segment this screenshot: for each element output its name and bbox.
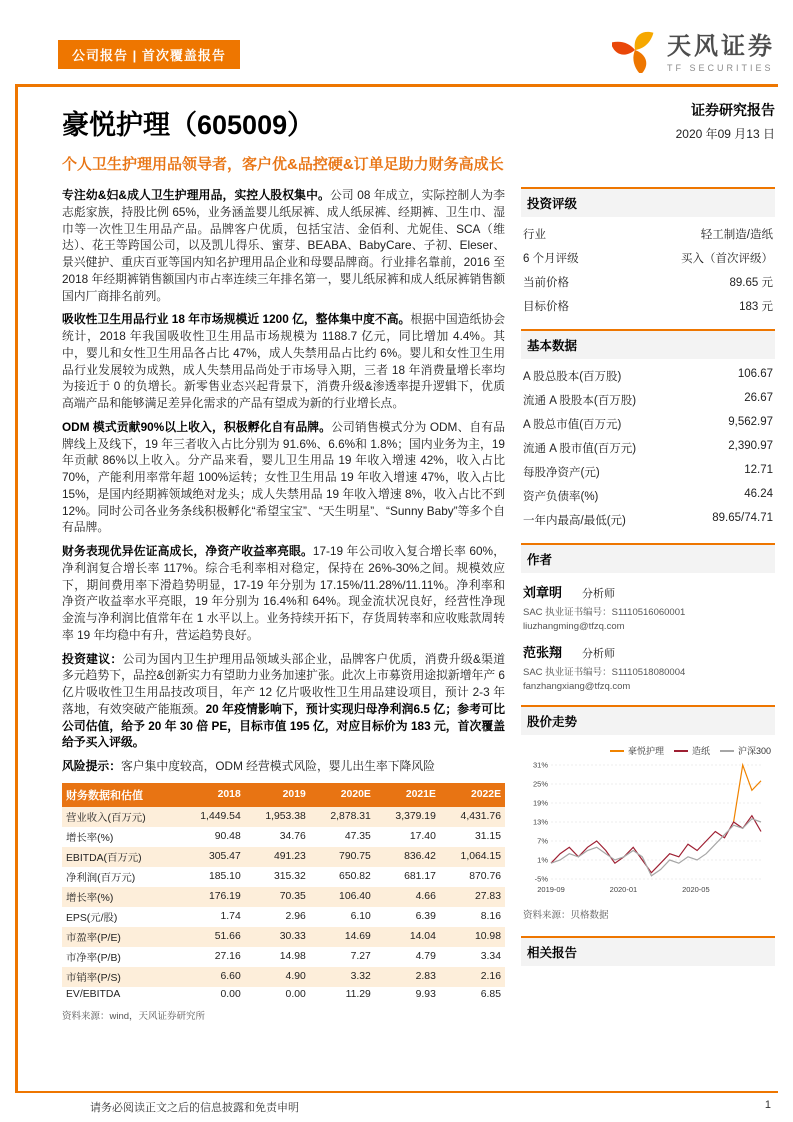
info-row (523, 416, 773, 432)
report-type-badge: 公司报告 | 首次覆盖报告 (58, 40, 240, 69)
legend-label: 造纸 (691, 746, 710, 756)
table-cell: 90.48 (214, 831, 241, 843)
section-authors (521, 543, 775, 692)
table-row-label: 市净率(P/B) (66, 953, 121, 965)
brand-text (667, 26, 775, 73)
table-cell: 1.74 (220, 911, 241, 923)
svg-text:2019-09: 2019-09 (537, 885, 565, 894)
section-header-related-reports: 相关报告 (521, 936, 775, 966)
title-section (0, 84, 793, 142)
author-name: 范张翔 (523, 645, 563, 660)
table-cell: 106.40 (310, 887, 375, 907)
info-label: 一年内最高/最低(元) (523, 515, 626, 527)
section-header-investment-rating: 投资评级 (521, 187, 775, 217)
table-column-header: 2019 (245, 783, 310, 807)
info-row (523, 274, 773, 290)
info-label: 目标价格 (523, 301, 569, 313)
section-basic-data (521, 329, 775, 528)
info-value: 12.71 (744, 464, 773, 476)
table-row-label: EBITDA(百万元) (62, 847, 180, 867)
author-email: liuzhangming@tfzq.com (523, 621, 625, 632)
svg-text:19%: 19% (532, 798, 548, 808)
svg-text:1%: 1% (537, 855, 548, 865)
table-cell: 34.76 (279, 831, 306, 843)
info-value: 106.67 (737, 368, 773, 380)
table-cell: 0.00 (285, 989, 306, 1001)
report-paragraphs (62, 187, 505, 775)
paragraph: ODM 模式贡献90%以上收入，积极孵化自有品牌。公司销售模式分为 ODM、自有品牌线上及线下，19 年三者收入占比分别为 91.6%、6.6%和 1.8%；国内业务为主，19 年贡献 86%以上收入。分产品来看，婴儿卫生用品 19 年收入增速 42%，收入占比 70%，产能利用率常年超 100%运转；女性卫生用品 19 年收入增速 47%，收入占比 15%，是国内经期裤领域绝对龙头；成人失禁用品 19 年收入增速 8%，收入占比不到 12%。同时公司各业务条线积极孵化“希望宝宝”、“天生明星”、“Sunny Baby”等多个自有品牌。 (62, 419, 505, 535)
financial-table-head-row (62, 783, 505, 807)
table-cell: 51.66 (180, 927, 245, 947)
table-cell: 14.98 (279, 951, 306, 963)
table-row (62, 947, 505, 967)
paragraph: 风险提示：客户集中度较高，ODM 经营模式风险，婴儿出生率下降风险 (62, 759, 435, 773)
table-row (62, 827, 505, 847)
report-label: 证券研究报告 (691, 102, 775, 118)
header-divider (15, 84, 778, 87)
table-row-label: 净利润(百万元) (66, 873, 136, 885)
info-label: A 股总市值(百万元) (523, 419, 622, 431)
info-row (523, 298, 773, 314)
paragraph: 财务表现优异佐证高成长，净资产收益率亮眼。17-19 年公司收入复合增长率 60%，净利润复合增长率 117%。综合毛利率相对稳定，保持在 26%-30%之间。规模效应下，期间费用率下滑趋势明显，17-19 年分别为 17.15%/11.28%/11.11%。净利率和净资产收益率水平亮眼，19 年分别为 16.4%和 64%。现金流状况良好，经营性净现金流与净利润比值常年在 1 水平以上。业务持续开拓下，存货周转率和应收账款周转率 19 年均稳中有升，营运趋势良好。 (62, 544, 505, 642)
section-header-authors: 作者 (521, 543, 775, 573)
main-content (0, 174, 793, 1022)
author-header-line (523, 582, 773, 601)
table-row-label: EPS(元/股) (66, 913, 118, 925)
table-title: 财务数据和估值 (62, 783, 180, 807)
info-value: 26.67 (744, 392, 773, 404)
table-cell: 10.98 (440, 927, 505, 947)
report-subtitle: 个人卫生护理用品领导者，客户优&品控硬&订单足助力财务高成长 (62, 156, 504, 173)
table-row (62, 847, 505, 867)
table-cell: 185.10 (208, 871, 241, 883)
info-row (523, 488, 773, 504)
table-cell: 27.16 (214, 951, 241, 963)
info-row (523, 226, 773, 242)
table-cell: 176.19 (180, 887, 245, 907)
legend-label: 豪悦护理 (627, 746, 664, 756)
info-value: 2,390.97 (728, 440, 773, 452)
table-column-header: 2021E (375, 783, 440, 807)
legend-swatch (720, 750, 734, 752)
info-value: 89.65 元 (729, 277, 773, 289)
svg-text:25%: 25% (532, 779, 548, 789)
brand-flower-icon (612, 27, 658, 73)
page-number: 1 (764, 1099, 771, 1111)
svg-text:31%: 31% (532, 760, 548, 770)
legend-item (674, 744, 710, 757)
svg-text:7%: 7% (537, 836, 548, 846)
table-cell: 305.47 (180, 847, 245, 867)
rating-list (521, 226, 775, 314)
report-body-column (62, 187, 505, 1022)
table-cell: 1,064.15 (440, 847, 505, 867)
info-label: A 股总股本(百万股) (523, 371, 622, 383)
table-row (62, 867, 505, 887)
table-cell: 491.23 (245, 847, 310, 867)
author-email: fanzhangxiang@tfzq.com (523, 681, 631, 692)
table-cell: 790.75 (310, 847, 375, 867)
table-row (62, 987, 505, 1003)
table-cell: 14.04 (375, 927, 440, 947)
table-cell: 47.35 (344, 831, 371, 843)
info-label: 资产负债率(%) (523, 491, 599, 503)
table-cell: 31.15 (474, 831, 501, 843)
info-row (523, 368, 773, 384)
table-cell: 3.32 (310, 967, 375, 987)
left-border-line (15, 84, 18, 1093)
info-value: 买入（首次评级） (681, 253, 773, 265)
section-related-reports (521, 936, 775, 966)
table-row-label: EV/EBITDA (66, 989, 121, 1001)
table-column-header: 2020E (310, 783, 375, 807)
table-cell: 1,449.54 (180, 807, 245, 827)
info-value: 46.24 (744, 488, 773, 500)
legend-swatch (610, 750, 624, 752)
info-label: 当前价格 (523, 277, 569, 289)
table-cell: 870.76 (469, 871, 501, 883)
info-row (523, 440, 773, 456)
info-label: 6 个月评级 (523, 253, 579, 265)
table-cell: 9.93 (415, 989, 436, 1001)
info-label: 流通 A 股市值(百万元) (523, 443, 637, 455)
table-cell: 2,878.31 (310, 807, 375, 827)
chart-legend (521, 744, 771, 757)
legend-label: 沪深300 (737, 746, 771, 756)
financial-table-body (62, 807, 505, 1003)
section-investment-rating (521, 187, 775, 314)
table-cell: 70.35 (245, 887, 310, 907)
table-cell: 4.79 (415, 951, 436, 963)
legend-item (610, 744, 664, 757)
author-cert: SAC 执业证书编号：S1110516060001 (523, 607, 686, 618)
table-cell: 7.27 (350, 951, 371, 963)
table-row-label: 市盈率(P/E) (62, 927, 180, 947)
table-cell: 1,953.38 (245, 807, 310, 827)
table-cell: 27.83 (440, 887, 505, 907)
table-row (62, 907, 505, 927)
financial-table (62, 783, 505, 1003)
table-cell: 11.29 (345, 989, 371, 1001)
svg-text:13%: 13% (532, 817, 548, 827)
report-meta (676, 100, 775, 142)
section-price-chart (521, 705, 775, 921)
author-role: 分析师 (582, 648, 616, 660)
section-header-basic-data: 基本数据 (521, 329, 775, 359)
table-cell: 6.10 (350, 911, 371, 923)
section-header-price-chart: 股价走势 (521, 705, 775, 735)
table-cell: 4.90 (245, 967, 310, 987)
price-chart-svg (521, 759, 769, 897)
basic-list (521, 368, 775, 528)
table-cell: 3,379.19 (375, 807, 440, 827)
svg-text:2020-01: 2020-01 (609, 885, 638, 894)
table-row (62, 927, 505, 947)
table-cell: 6.85 (480, 989, 501, 1001)
legend-item (720, 744, 771, 757)
author-entry (523, 642, 773, 692)
authors-list (521, 582, 775, 692)
chart-source: 资料来源：贝格数据 (523, 910, 609, 921)
footer-disclaimer: 请务必阅读正文之后的信息披露和免责申明 (90, 1102, 299, 1114)
table-cell: 0.00 (220, 989, 241, 1001)
info-value: 轻工制造/造纸 (700, 229, 773, 241)
info-label: 流通 A 股股本(百万股) (523, 395, 637, 407)
table-row (62, 967, 505, 987)
table-cell: 30.33 (245, 927, 310, 947)
brand-name: 天风证券 (667, 33, 775, 60)
author-cert: SAC 执业证书编号：S1110518080004 (523, 667, 686, 678)
info-value: 183 元 (739, 301, 773, 313)
table-cell: 650.82 (339, 871, 371, 883)
tf-securities-logo (612, 26, 775, 73)
info-label: 每股净资产(元) (523, 467, 600, 479)
paragraph: 专注幼&妇&成人卫生护理用品，实控人股权集中。公司 08 年成立，实际控制人为李志彪家族，持股比例 65%，业务涵盖婴儿纸尿裤、成人纸尿裤、经期裤、卫生巾、湿巾等一次性卫生用品产品。品牌客户优质，包括宝洁、金佰利、尤妮佳、SCA（维达）、花王等跨国公司，以及凯儿得乐、蜜芽、BEABA、BabyCare、子初、Eleser、景兴健护、重庆百亚等国内知名护理用品企业和母婴品牌商。行业排名靠前，2016 至 2018 年经期裤销售额国内市占率连续三年排名第一，婴儿纸尿裤和成人纸尿裤销售额国内厂商排名前列。 (62, 188, 505, 303)
table-cell: 6.60 (180, 967, 245, 987)
author-entry (523, 582, 773, 632)
table-cell: 4.66 (375, 887, 440, 907)
table-cell: 836.42 (375, 847, 440, 867)
author-header-line (523, 642, 773, 661)
table-cell: 2.16 (440, 967, 505, 987)
table-cell: 2.96 (285, 911, 306, 923)
table-row-label: 增长率(%) (66, 833, 114, 845)
page-header (0, 0, 793, 84)
table-cell: 315.32 (274, 871, 306, 883)
info-value: 9,562.97 (728, 416, 773, 428)
table-column-header: 2022E (440, 783, 505, 807)
table-cell: 3.34 (480, 951, 501, 963)
info-label: 行业 (523, 229, 546, 241)
report-date: 2020 年09 月13 日 (675, 127, 775, 141)
svg-text:-5%: -5% (534, 874, 548, 884)
table-cell: 14.69 (310, 927, 375, 947)
legend-swatch (674, 750, 688, 752)
table-row-label: 增长率(%) (62, 887, 180, 907)
table-row (62, 807, 505, 827)
table-cell: 17.40 (409, 831, 436, 843)
table-cell: 6.39 (415, 911, 436, 923)
table-column-header: 2018 (180, 783, 245, 807)
table-row-label: 营业收入(百万元) (62, 807, 180, 827)
table-source: 资料来源：wind，天风证券研究所 (62, 1010, 206, 1022)
sidebar (521, 187, 775, 1022)
svg-text:2020-05: 2020-05 (682, 885, 710, 894)
paragraph: 吸收性卫生用品行业 18 年市场规模近 1200 亿，整体集中度不高。根据中国造纸协会统计，2018 年我国吸收性卫生用品市场规模为 1188.7 亿元，同比增加 4.4%。其中，婴儿和女性卫生用品各占比 47%，成人失禁用品占比约 6%。婴儿和女性卫生用品行业发展较为成熟，成人失禁用品尚处于市场导入期，三者 18 年消费量增长率均为接近于 0 的负增长。新零售业态兴起背景下，消费升级&渗透率提升逻辑下，优质高端产品和能够满足差异化需求的产品有望成为新的行业增长点。 (62, 312, 505, 410)
author-role: 分析师 (582, 588, 616, 600)
paragraph: 投资建议：公司为国内卫生护理用品领域头部企业，品牌客户优质，消费升级&渠道多元趋势下，品控&创新实力有望助力业务加速扩张。此次上市募资用途拟新增年产 6 亿片吸收性卫生用品技改项目，年产 12 亿片吸收性卫生用品建设项目，预计 2-3 年落地，有效突破产能瓶颈。20 年疫情影响下，预计实现归母净利润6.5 亿；参考可比公司估值，给予 20 年 30 倍 PE，目标市值 195 亿，对应目标价为 183 元，首次覆盖给予买入评级。 (62, 651, 505, 750)
page-title: 豪悦护理（605009） (62, 110, 315, 140)
page-footer (90, 1099, 771, 1115)
footer-divider (15, 1091, 778, 1093)
table-row (62, 887, 505, 907)
table-cell: 2.83 (375, 967, 440, 987)
table-cell: 8.16 (480, 911, 501, 923)
table-row-label: 市销率(P/S) (62, 967, 180, 987)
info-row (523, 250, 773, 266)
info-row (523, 512, 773, 528)
brand-subtitle: TF SECURITIES (667, 63, 774, 73)
info-row (523, 464, 773, 480)
table-cell: 681.17 (404, 871, 436, 883)
info-value: 89.65/74.71 (712, 512, 773, 524)
info-row (523, 392, 773, 408)
author-name: 刘章明 (523, 585, 563, 600)
table-cell: 4,431.76 (440, 807, 505, 827)
